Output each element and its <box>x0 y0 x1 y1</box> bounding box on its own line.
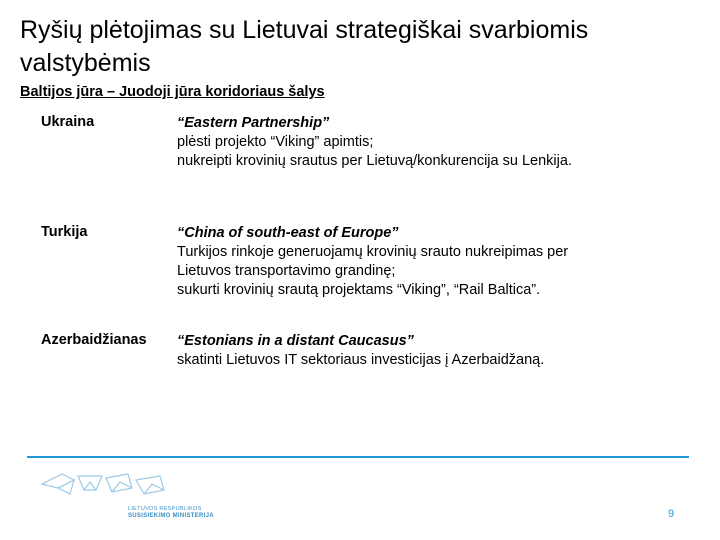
detail-line: skatinti Lietuvos IT sektoriaus investicijas į Azerbaidžaną. <box>177 352 545 368</box>
country-detail <box>177 224 697 300</box>
detail-line: sukurti krovinių srautą projektams “Viking”, “Rail Baltica”. <box>177 282 541 298</box>
detail-line: nukreipti krovinių srautus per Lietuvą/konkurencija su Lenkija. <box>177 153 572 169</box>
detail-line: Turkijos rinkoje generuojamų krovinių srauto nukreipimas per <box>177 244 569 260</box>
detail-heading: “China of south-east of Europe” <box>177 225 399 241</box>
detail-heading: “Eastern Partnership” <box>177 115 330 131</box>
country-name: Turkija <box>41 224 88 240</box>
country-detail <box>177 332 697 370</box>
detail-heading: “Estonians in a distant Caucasus” <box>177 333 414 349</box>
country-detail <box>177 114 697 171</box>
ministry-logo <box>40 470 214 525</box>
slide-title: Ryšių plėtojimas su Lietuvai strategiškai svarbiomis valstybėmis <box>20 16 589 77</box>
footer-divider <box>27 456 689 458</box>
detail-line: Lietuvos transportavimo grandinę; <box>177 263 396 279</box>
page-number: 9 <box>668 508 675 520</box>
detail-line: plėsti projekto “Viking” apimtis; <box>177 134 374 150</box>
country-name: Ukraina <box>41 114 95 130</box>
logo-text-line1: LIETUVOS RESPUBLIKOS <box>128 506 202 512</box>
logo-text-line2: SUSISIEKIMO MINISTERIJA <box>128 513 214 519</box>
ministry-logo-icon <box>40 470 180 500</box>
country-name: Azerbaidžianas <box>41 332 147 348</box>
slide-subtitle: Baltijos jūra – Juodoji jūra koridoriaus šalys <box>20 84 325 100</box>
